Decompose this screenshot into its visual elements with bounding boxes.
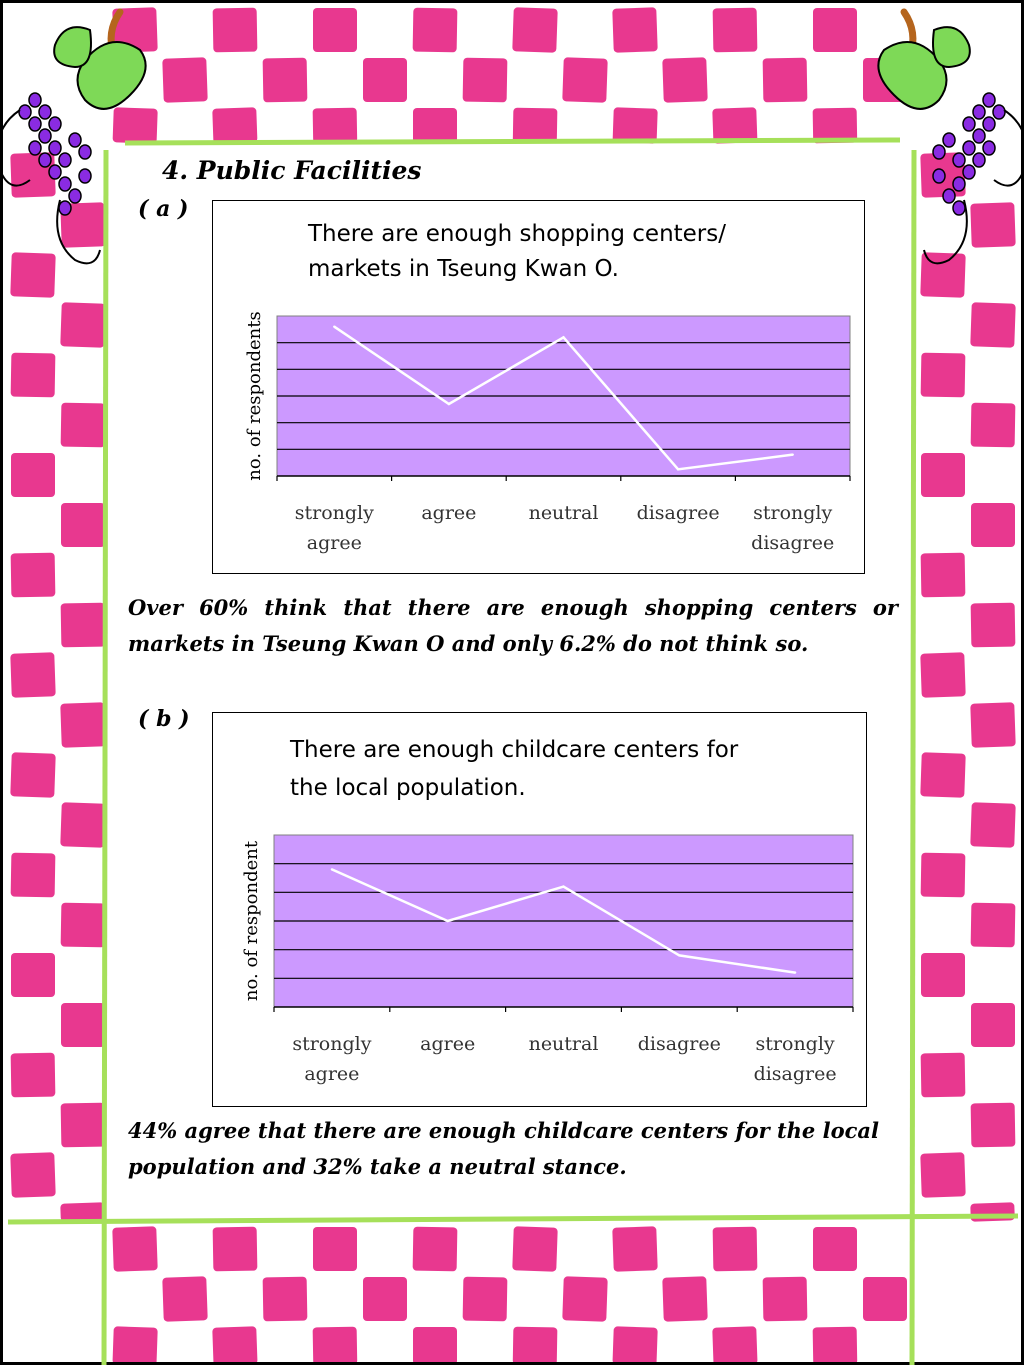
- grape-icon: [943, 133, 955, 147]
- checker-square: [60, 702, 106, 748]
- grape-icon: [973, 105, 985, 119]
- checker-square: [921, 953, 965, 997]
- checker-square: [613, 107, 658, 144]
- checker-square: [513, 108, 558, 144]
- grape-leaf-icon: [54, 27, 91, 67]
- grape-icon: [79, 169, 91, 183]
- chart-b-plot: [213, 713, 866, 1106]
- checker-square: [113, 107, 158, 144]
- checker-square: [10, 252, 56, 298]
- chart-b-data-point: [678, 954, 680, 956]
- checker-square: [213, 8, 258, 53]
- checker-square: [413, 108, 457, 143]
- chart-b-title: There are enough childcare centers for the local population.: [290, 737, 739, 801]
- grape-icon: [69, 133, 81, 147]
- grape-icon: [39, 105, 51, 119]
- checker-square: [612, 7, 658, 53]
- grape-icon: [953, 153, 965, 167]
- checker-square: [970, 802, 1016, 848]
- chart-a-category-label: disagree: [636, 502, 720, 524]
- chart-b-category-label: agree: [420, 1033, 476, 1055]
- grape-icon: [29, 117, 41, 131]
- grape-icon: [983, 141, 995, 155]
- grape-icon: [953, 177, 965, 191]
- grape-icon: [59, 153, 71, 167]
- checker-square: [11, 953, 55, 997]
- checker-square: [60, 1202, 105, 1222]
- grape-icon: [59, 177, 71, 191]
- checker-square: [11, 853, 56, 898]
- chart-a-category-label: agree: [421, 502, 477, 524]
- checker-square: [970, 202, 1016, 248]
- grape-leaf-icon: [933, 27, 970, 67]
- checker-square: [713, 8, 758, 53]
- checker-square: [970, 302, 1016, 348]
- checker-square: [813, 1227, 857, 1271]
- chart-a-category-label: strongly agree: [294, 502, 374, 554]
- checker-square: [162, 1276, 208, 1322]
- grape-icon: [963, 141, 975, 155]
- checker-square: [263, 58, 308, 103]
- chart-b-data-point: [794, 971, 796, 973]
- checker-square: [662, 57, 708, 103]
- checker-square: [11, 353, 56, 398]
- checker-square: [413, 1227, 458, 1272]
- checker-square: [763, 1277, 808, 1322]
- checker-square: [213, 1227, 258, 1272]
- checker-square: [212, 1326, 257, 1365]
- checker-square: [921, 353, 966, 398]
- grape-icon: [973, 129, 985, 143]
- checker-square: [512, 1226, 558, 1272]
- chart-b-category-label: neutral: [528, 1033, 599, 1055]
- grape-icon: [29, 141, 41, 155]
- checker-square: [921, 453, 965, 497]
- checker-square: [813, 8, 857, 52]
- chart-b-tag: ( b ): [138, 706, 190, 732]
- checker-square: [562, 1276, 608, 1322]
- checker-square: [971, 603, 1016, 648]
- checker-square: [60, 302, 106, 348]
- grape-icon: [973, 153, 985, 167]
- checker-square: [10, 752, 56, 798]
- grape-icon: [983, 117, 995, 131]
- checker-square: [413, 8, 458, 53]
- checker-square: [920, 652, 966, 698]
- checker-square: [112, 1226, 158, 1272]
- checker-square: [10, 1152, 56, 1198]
- chart-a-title: There are enough shopping centers/ markets in Tseung Kwan O.: [308, 221, 726, 282]
- checker-square: [313, 1327, 358, 1365]
- checker-square: [920, 752, 966, 798]
- grape-icon: [983, 93, 995, 107]
- checker-square: [313, 1227, 357, 1271]
- chart-a-panel: [212, 200, 865, 574]
- checker-square: [971, 503, 1015, 547]
- checker-square: [11, 553, 56, 598]
- grape-icon: [963, 165, 975, 179]
- checker-square: [10, 652, 56, 698]
- chart-b-data-point: [562, 885, 564, 887]
- chart-b-summary: 44% agree that there are enough childcare centers for the local population and 32% take a neutral stance.: [128, 1118, 879, 1179]
- checker-square: [263, 1277, 308, 1322]
- grape-icon: [933, 145, 945, 159]
- checker-square: [971, 403, 1016, 448]
- grape-icon: [39, 153, 51, 167]
- grape-icon: [49, 165, 61, 179]
- checker-square: [920, 1152, 966, 1198]
- checker-square: [971, 1003, 1015, 1047]
- chart-a-summary: Over 60% think that there are enough shopping centers or markets in Tseung Kwan O and only 6.2% do not think so.: [128, 595, 898, 656]
- chart-a-data-point: [448, 403, 450, 405]
- grape-icon: [79, 145, 91, 159]
- chart-b-panel: [212, 712, 867, 1107]
- checker-square: [662, 1276, 708, 1322]
- chart-b-y-axis-label: no. of respondent: [241, 840, 262, 1002]
- checker-square: [11, 1053, 56, 1098]
- chart-b-category-label: strongly agree: [292, 1033, 372, 1085]
- grape-icon: [49, 141, 61, 155]
- checker-square: [11, 453, 55, 497]
- chart-a-tag: ( a ): [138, 196, 189, 222]
- checker-square: [512, 7, 558, 53]
- checker-square: [921, 553, 966, 598]
- checker-square: [61, 403, 106, 448]
- checker-square: [313, 108, 358, 144]
- chart-a-data-point: [562, 336, 564, 338]
- chart-b-data-point: [331, 868, 333, 870]
- checker-square: [971, 903, 1016, 948]
- chart-a-category-label: neutral: [528, 502, 599, 524]
- grape-icon: [963, 117, 975, 131]
- checker-square: [612, 1226, 658, 1272]
- checker-square: [61, 603, 106, 648]
- checker-square: [921, 1053, 966, 1098]
- checker-square: [61, 1103, 106, 1148]
- checker-square: [61, 1003, 105, 1047]
- checker-square: [112, 1326, 157, 1365]
- checker-square: [212, 107, 257, 144]
- checker-square: [413, 1327, 457, 1365]
- chart-b-category-label: disagree: [637, 1033, 721, 1055]
- chart-a-data-point: [333, 325, 335, 327]
- grape-icon: [49, 117, 61, 131]
- checker-square: [61, 903, 106, 948]
- chart-b-category-label: strongly disagree: [753, 1033, 837, 1085]
- chart-a-category-label: strongly disagree: [751, 502, 835, 554]
- checker-square: [863, 1277, 907, 1321]
- checker-square: [713, 1227, 758, 1272]
- checker-square: [813, 1327, 858, 1365]
- checker-square: [363, 58, 407, 102]
- checker-square: [162, 57, 208, 103]
- checker-square: [970, 1202, 1015, 1222]
- checker-square: [712, 1326, 757, 1365]
- grape-icon: [29, 93, 41, 107]
- checker-square: [562, 57, 608, 103]
- grape-icon: [993, 105, 1005, 119]
- grape-icon: [59, 201, 71, 215]
- checker-square: [921, 853, 966, 898]
- checker-square: [463, 1277, 508, 1322]
- checker-square: [513, 1327, 558, 1365]
- checker-square: [313, 8, 357, 52]
- grape-icon: [943, 189, 955, 203]
- chart-a-data-point: [792, 453, 794, 455]
- page-title: 4. Public Facilities: [162, 156, 422, 185]
- chart-a-data-point: [677, 468, 679, 470]
- grape-icon: [933, 169, 945, 183]
- checker-square: [60, 802, 106, 848]
- checker-square: [971, 1103, 1016, 1148]
- chart-a-plot: [213, 201, 864, 573]
- checker-square: [61, 503, 105, 547]
- grape-icon: [69, 189, 81, 203]
- checker-square: [612, 1326, 657, 1365]
- checker-square: [970, 702, 1016, 748]
- checker-square: [463, 58, 508, 103]
- grape-icon: [19, 105, 31, 119]
- chart-b-data-point: [447, 920, 449, 922]
- grape-icon: [39, 129, 51, 143]
- grape-icon: [953, 201, 965, 215]
- chart-a-y-axis-label: no. of respondents: [244, 311, 265, 481]
- checker-square: [763, 58, 808, 103]
- checker-square: [363, 1277, 407, 1321]
